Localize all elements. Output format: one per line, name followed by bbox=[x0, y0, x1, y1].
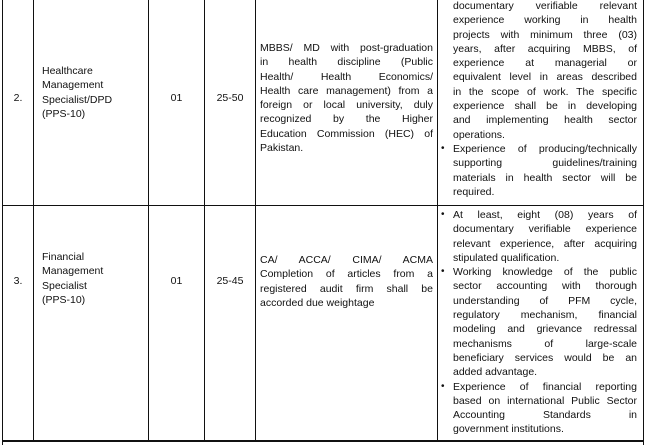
serial-number: 2. bbox=[13, 92, 23, 104]
experience-line: Working knowledge of the public bbox=[453, 266, 637, 279]
experience-line: regulatory mechanism, financial bbox=[453, 309, 637, 322]
row-divider bbox=[2, 205, 644, 206]
experience-line: Experience of producing/technically bbox=[453, 142, 637, 155]
qualification-line: recognized by the Higher bbox=[260, 113, 433, 126]
column-divider-position bbox=[148, 0, 149, 440]
experience-line: projects with minimum three (03) bbox=[453, 28, 637, 41]
column-divider-sr bbox=[33, 0, 34, 440]
number-of-posts: 01 bbox=[170, 275, 183, 287]
experience-line: Experience of financial reporting bbox=[453, 380, 637, 393]
qualification-line: Education Commission (HEC) of bbox=[260, 127, 433, 140]
bullet: • bbox=[441, 142, 445, 154]
experience-item bbox=[441, 142, 637, 199]
experience-line: equivalent level in areas described bbox=[453, 71, 637, 84]
experience-line: based on international Public Sector bbox=[453, 394, 637, 407]
experience-item bbox=[441, 380, 637, 437]
qualification-line: in health discipline (Public bbox=[260, 56, 433, 69]
experience-line: modeling and grievance redressal bbox=[453, 323, 637, 336]
experience-line: mechanisms of large-scale bbox=[453, 337, 637, 350]
experience-line: experience shall be in developing bbox=[453, 100, 637, 113]
position-title-line: (PPS-10) bbox=[42, 293, 86, 306]
qualification-line: CA/ ACCA/ CIMA/ ACMA bbox=[260, 254, 433, 266]
table-border-right bbox=[643, 0, 644, 445]
experience-line: operations. bbox=[453, 128, 505, 141]
experience-line: in the scope of work. The specific bbox=[453, 85, 637, 98]
experience-line: years, after acquiring MBBS, of bbox=[453, 42, 637, 55]
age-limit: 25-50 bbox=[216, 92, 244, 104]
experience bbox=[441, 208, 637, 437]
position-title bbox=[42, 250, 146, 307]
experience-line: stipulated qualification. bbox=[453, 251, 560, 264]
experience-item bbox=[441, 0, 637, 142]
qualification bbox=[260, 41, 433, 155]
experience-line: required. bbox=[453, 185, 495, 198]
experience-line: understanding of PFM cycle, bbox=[453, 294, 637, 307]
experience-line: At least, eight (08) years of bbox=[453, 209, 637, 221]
experience-line: Accounting Standards in bbox=[453, 409, 637, 422]
position-title-line: (PPS-10) bbox=[42, 107, 86, 120]
qualification-line: Health care management) from a bbox=[260, 84, 433, 97]
qualification-line: accorded due weightage bbox=[260, 296, 375, 309]
experience-line: experience at managerial or bbox=[453, 57, 637, 70]
qualification bbox=[260, 253, 433, 310]
experience bbox=[441, 0, 637, 199]
position-title-line: Healthcare bbox=[42, 65, 93, 77]
experience-line: government institutions. bbox=[453, 423, 564, 436]
qualification-line: Completion of articles from a bbox=[260, 268, 433, 281]
qualification-line: foreign or local university, duly bbox=[260, 99, 433, 112]
experience-line: experience working in health bbox=[453, 14, 637, 27]
column-divider-qualification bbox=[437, 0, 438, 440]
experience-line: materials in health sector will be bbox=[453, 171, 637, 184]
experience-item bbox=[441, 265, 637, 379]
serial-number: 3. bbox=[13, 275, 23, 287]
qualification-line: registered audit firm shall be bbox=[260, 282, 433, 295]
column-divider-posts bbox=[204, 0, 205, 440]
qualification-line: MBBS/ MD with post-graduation bbox=[260, 42, 433, 54]
position-title-line: Specialist bbox=[42, 279, 87, 292]
experience-line: documentary verifiable relevant bbox=[453, 0, 637, 12]
qualification-line: Health/ Health Economics/ bbox=[260, 70, 433, 83]
experience-line: supporting guidelines/training bbox=[453, 157, 637, 170]
bullet: • bbox=[441, 380, 445, 392]
number-of-posts: 01 bbox=[170, 92, 183, 104]
row-divider-bottom bbox=[2, 440, 644, 442]
experience-line: documentary verifiable experience bbox=[453, 223, 637, 236]
bullet: • bbox=[441, 209, 445, 220]
position-title-line: Financial bbox=[42, 251, 85, 263]
column-divider-age bbox=[255, 0, 256, 440]
experience-line: and implementing health sector bbox=[453, 114, 637, 127]
position-title-line: Specialist/DPD bbox=[42, 93, 113, 106]
experience-line: added advantage. bbox=[453, 366, 538, 379]
table-border-left bbox=[2, 0, 3, 445]
position-title-line: Management bbox=[42, 79, 104, 92]
qualification-line: Pakistan. bbox=[260, 142, 304, 155]
position-title-line: Management bbox=[42, 265, 104, 278]
experience-line: relevant experience, after acquiring bbox=[453, 237, 637, 250]
experience-item bbox=[441, 208, 637, 265]
experience-line: beneficiary services would be an bbox=[453, 351, 637, 364]
position-title bbox=[42, 64, 146, 121]
experience-line: sector accounting with thorough bbox=[453, 280, 637, 293]
age-limit: 25-45 bbox=[216, 275, 244, 287]
bullet: • bbox=[441, 266, 445, 278]
